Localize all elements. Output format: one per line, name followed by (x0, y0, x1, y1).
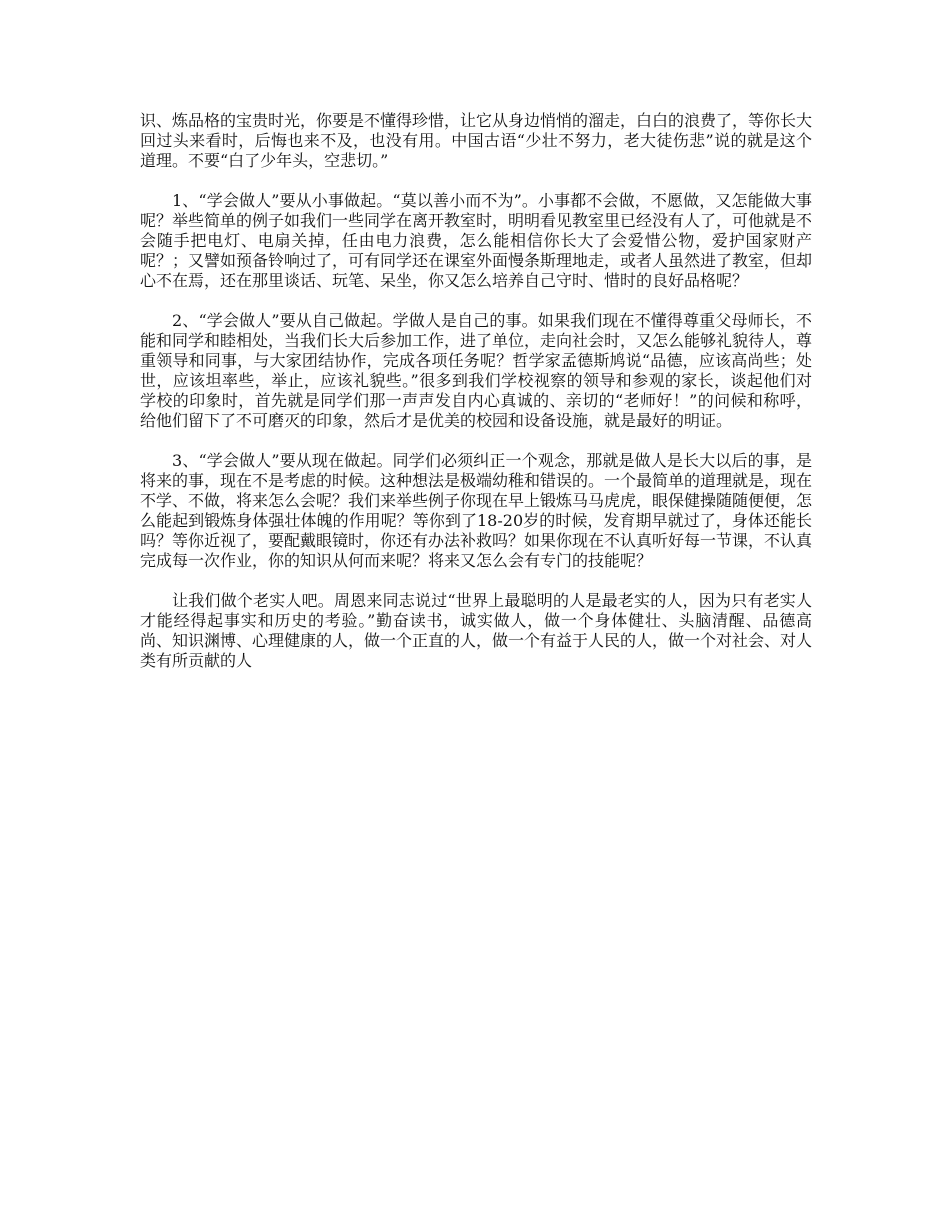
document-body (140, 111, 812, 691)
paragraph-conclusion: 让我们做个老实人吧。周恩来同志说过“世界上最聪明的人是最老实的人，因为只有老实人才能经得起事实和历史的考验。”勤奋读书，诚实做人，做一个身体健壮、头脑清醒、品德高尚、知识渊博、心理健康的人，做一个正直的人，做一个有益于人民的人，做一个对社会、对人类有所贡献的人 (140, 591, 813, 670)
paragraph-point-2: 2、“学会做人”要从自己做起。学做人是自己的事。如果我们现在不懂得尊重父母师长，不能和同学和睦相处，当我们长大后参加工作，进了单位，走向社会时，又怎么能够礼貌待人，尊重领导和同事，与大家团结协作，完成各项任务呢？哲学家孟德斯鸠说“品德，应该高尚些；处世，应该坦率些，举止，应该礼貌些。”很多到我们学校视察的领导和参观的家长，谈起他们对学校的印象时，首先就是同学们那一声声发自内心真诚的、亲切的“老师好！”的问候和称呼，给他们留下了不可磨灭的印象，然后才是优美的校园和设备设施，就是最好的明证。 (140, 311, 813, 430)
paragraph-continuation: 识、炼品格的宝贵时光，你要是不懂得珍惜，让它从身边悄悄的溜走，白白的浪费了，等你长大回过头来看时，后悔也来不及，也没有用。中国古语“少壮不努力，老大徒伤悲”说的就是这个道理。不要“白了少年头，空悲切。” (140, 111, 813, 170)
paragraph-point-3: 3、“学会做人”要从现在做起。同学们必须纠正一个观念，那就是做人是长大以后的事，是将来的事，现在不是考虑的时候。这种想法是极端幼稚和错误的。一个最简单的道理就是，现在不学、不做，将来怎么会呢？我们来举些例子你现在早上锻炼马马虎虎，眼保健操随随便便，怎么能起到锻炼身体强壮体魄的作用呢？等你到了18-20岁的时候，发育期早就过了，身体还能长吗？等你近视了，要配戴眼镜时，你还有办法补救吗？如果你现在不认真听好每一节课，不认真完成每一次作业，你的知识从何而来呢？将来又怎么会有专门的技能呢？ (140, 451, 813, 570)
paragraph-point-1: 1、“学会做人”要从小事做起。“莫以善小而不为”。小事都不会做，不愿做，又怎能做大事呢？举些简单的例子如我们一些同学在离开教室时，明明看见教室里已经没有人了，可他就是不会随手把电灯、电扇关掉，任由电力浪费，怎么能相信你长大了会爱惜公物，爱护国家财产呢？；又譬如预备铃响过了，可有同学还在课室外面慢条斯理地走，或者人虽然进了教室，但却心不在焉，还在那里谈话、玩笔、呆坐，你又怎么培养自己守时、惜时的良好品格呢？ (140, 191, 813, 290)
